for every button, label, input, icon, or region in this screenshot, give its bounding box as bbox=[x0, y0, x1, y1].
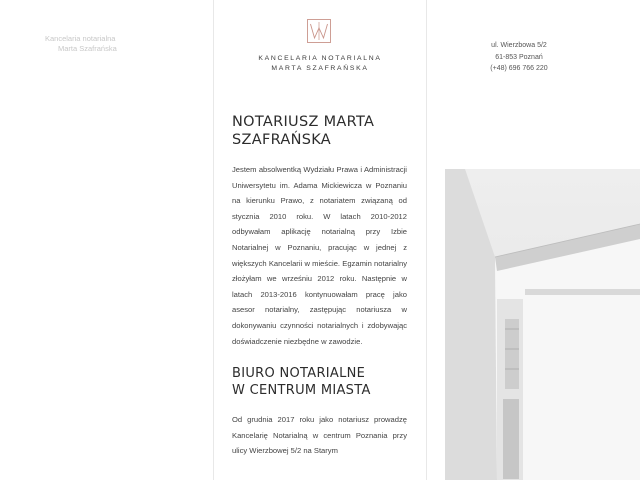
about-text: Jestem absolwentką Wydziału Prawa i Administracji Uniwersytetu im. Adama Mickiewicza w Poznaniu na kierunku Prawo, z notariatem związaną od stycznia 2010 roku. W latach 2010-2012 odbywałam aplikację notarialną przy Izbie Notarialnej w Poznaniu, pracując w jednej z większych Kancelarii w mieście. Egzamin notarialny złożyłam we wrześniu 2012 roku. Następnie w latach 2013-2016 kontynuowałam pracę jako asesor notarialny, zastępując notariusza w dokonywaniu czynności notarialnych i zdobywając doświadczenie niezbędne w zawodzie. bbox=[232, 165, 407, 346]
brand-name-line2: MARTA SZAFRAŃSKA bbox=[271, 64, 369, 72]
office-heading-line2: W CENTRUM MIASTA bbox=[232, 383, 371, 399]
contact-phone[interactable]: (+48) 696 766 220 bbox=[490, 65, 548, 72]
about-heading-line2: SZAFRAŃSKA bbox=[232, 132, 332, 148]
contact-info bbox=[470, 40, 568, 75]
brand-name-line1: KANCELARIA NOTARIALNA bbox=[258, 55, 382, 62]
brand-name[interactable] bbox=[214, 54, 426, 73]
about-heading bbox=[232, 113, 407, 149]
office-heading-line1: BIURO NOTARIALNE bbox=[232, 366, 366, 382]
main-content bbox=[232, 113, 407, 459]
contact-city: 61-853 Poznań bbox=[495, 53, 543, 61]
sidebar-brand-link[interactable] bbox=[45, 34, 117, 54]
sidebar-brand-line1: Kancelaria notarialna bbox=[45, 34, 116, 43]
sidebar-brand-line2: Marta Szafrańska bbox=[58, 44, 117, 53]
about-heading-line1: NOTARIUSZ MARTA bbox=[232, 114, 375, 130]
contact-address: ul. Wierzbowa 5/2 bbox=[491, 42, 547, 49]
office-heading bbox=[232, 365, 407, 399]
column-divider-right bbox=[426, 0, 427, 480]
building-photo-icon bbox=[445, 169, 640, 480]
monogram-mw-icon[interactable] bbox=[307, 19, 331, 43]
office-text: Od grudnia 2017 roku jako notariusz prowadzę Kancelarię Notarialną w centrum Poznania przy ulicy Wierzbowej 5/2 na Starym bbox=[232, 415, 407, 456]
